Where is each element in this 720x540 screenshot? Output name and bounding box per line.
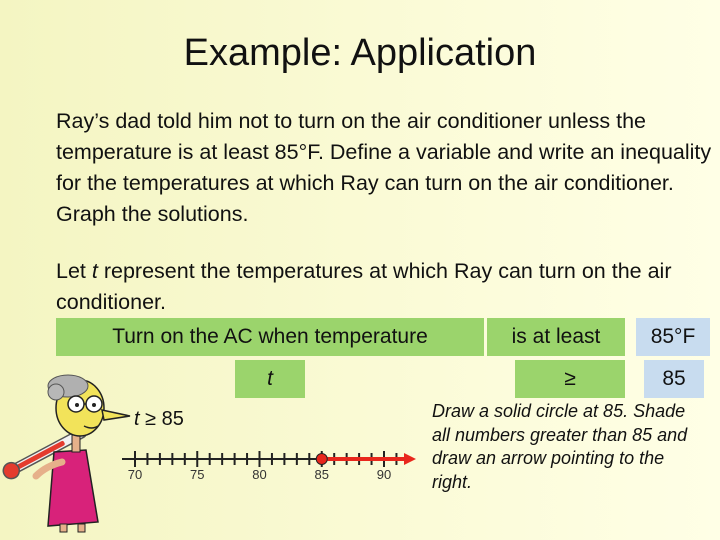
symbol-variable: t [267,367,273,390]
symbol-box-value: 85 [644,360,704,398]
problem-text: Ray’s dad told him not to turn on the air conditioner unless the temperature is at least 85°F. Define a variable and write an inequality for the temperatures at which Ray can turn on the air conditioner. Graph the solutions. [56,109,712,226]
graphing-instruction: Draw a solid circle at 85. Shade all numbers greater than 85 and draw an arrow pointing to the right. [432,401,688,492]
slide-title: Example: Application [183,32,537,74]
tick-label: 70 [127,467,143,482]
phrase-box-is-at-least: is at least [487,318,625,356]
tick-label: 75 [190,467,205,482]
tick-label: 90 [376,467,392,482]
solid-point-icon [316,454,327,465]
tick-label: 85 [314,467,329,482]
inequality-expression: ≥ 85 [139,408,184,430]
inequality-variable: t [134,408,140,430]
phrase-box-condition: Turn on the AC when temperature [56,318,484,356]
tick-label: 80 [252,467,267,482]
solution-arrow-icon [404,453,416,465]
let-prefix: Let [56,259,92,283]
let-variable: t [91,259,98,283]
let-suffix: represent the temperatures at which Ray can turn on the air conditioner. [56,259,672,314]
symbol-box-operator: ≥ [515,360,625,398]
phrase-box-temperature: 85°F [636,318,710,356]
